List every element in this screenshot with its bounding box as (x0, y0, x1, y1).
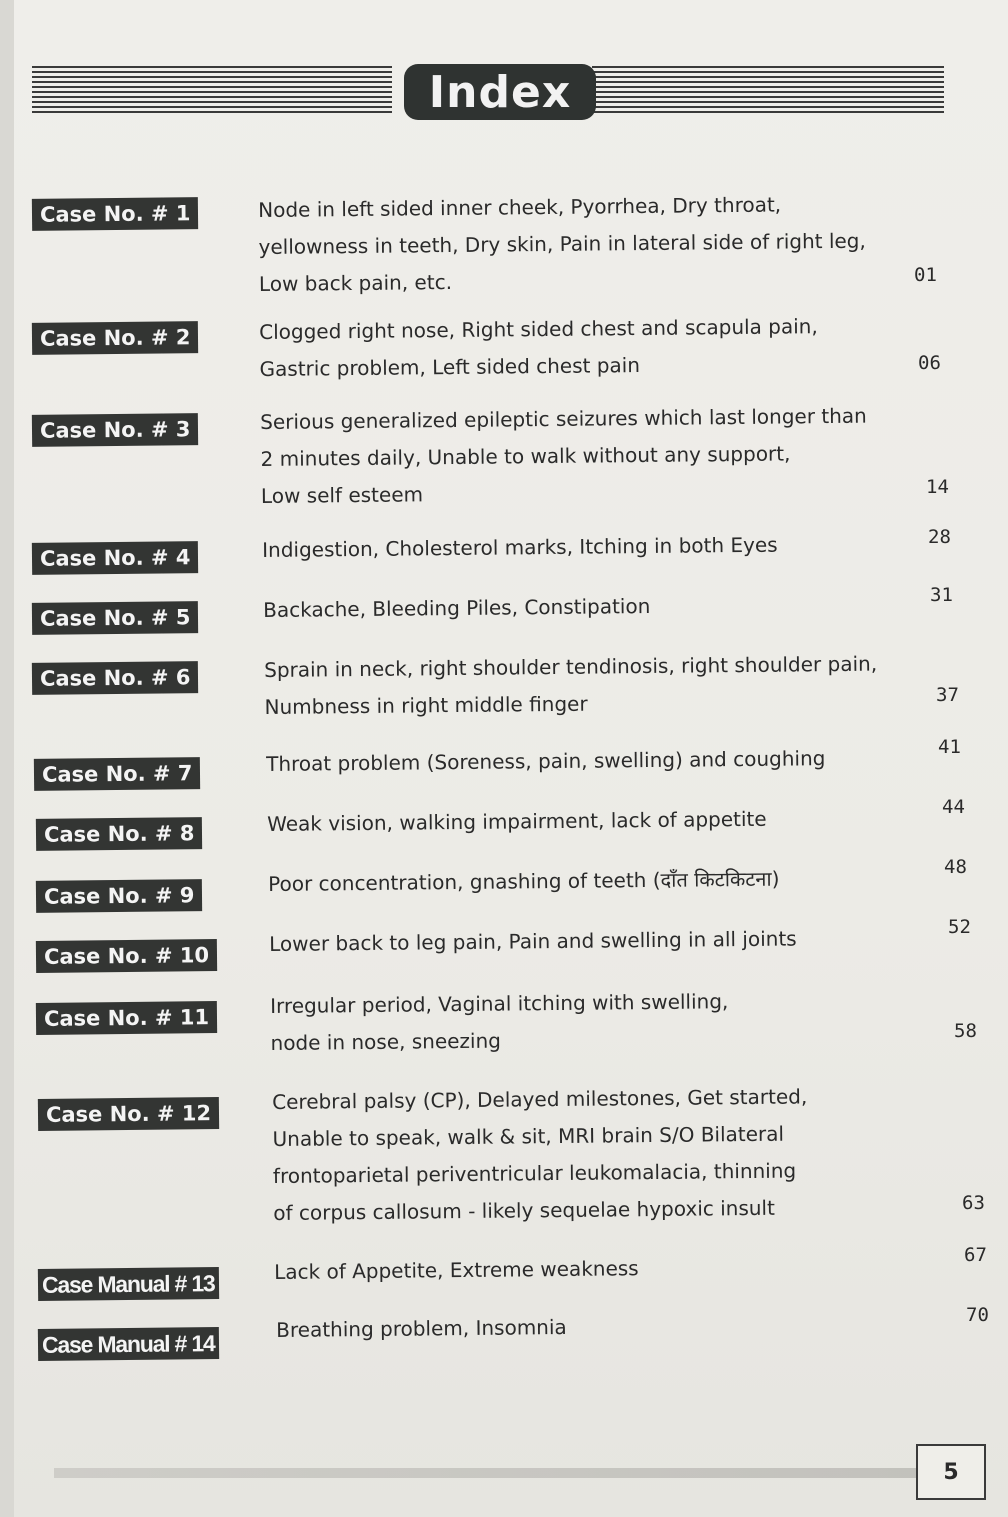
case-description (270, 982, 891, 1062)
page-title: Index (404, 64, 596, 120)
description-line: Throat problem (Soreness, pain, swelling) and coughing (266, 746, 826, 776)
description-line: node in nose, sneezing (270, 1028, 502, 1055)
case-label: Case No. # 10 (36, 939, 217, 973)
case-label: Case No. # 5 (32, 601, 199, 635)
page-ref: 01 (914, 264, 937, 286)
description-line: 2 minutes daily, Unable to walk without any support, (260, 441, 791, 471)
index-header (32, 58, 944, 122)
page-ref: 14 (926, 476, 949, 498)
page-ref: 06 (918, 352, 941, 374)
case-label: Case No. # 1 (32, 197, 199, 231)
page-ref: 63 (962, 1192, 985, 1214)
page-ref: 44 (942, 796, 965, 818)
page-ref: 67 (964, 1244, 987, 1266)
case-description (258, 186, 879, 303)
case-label: Case No. # 3 (32, 413, 199, 447)
description-line: Node in left sided inner cheek, Pyorrhea, Dry throat, (258, 192, 782, 222)
description-line: Poor concentration, gnashing of teeth (दाँत किटकिटना) (268, 866, 780, 896)
description-line: Lack of Appetite, Extreme weakness (274, 1256, 639, 1284)
case-label: Case Manual # 14 (38, 1327, 219, 1361)
description-line: Cerebral palsy (CP), Delayed milestones, Get started, (272, 1084, 808, 1114)
page-ref: 28 (928, 526, 951, 548)
case-description (266, 740, 886, 783)
description-line: Unable to speak, walk & sit, MRI brain S/O Bilateral (272, 1121, 785, 1151)
page-number: 5 (916, 1444, 986, 1500)
description-line: Indigestion, Cholesterol marks, Itching in both Eyes (262, 532, 778, 562)
header-rule-right (592, 66, 944, 114)
page-ref: 52 (948, 916, 971, 938)
page-ref: 31 (930, 584, 953, 606)
description-line: Low self esteem (260, 482, 424, 508)
case-label: Case No. # 8 (36, 817, 203, 851)
case-label: Case No. # 6 (32, 661, 199, 695)
case-description (259, 308, 880, 388)
description-line: Gastric problem, Left sided chest pain (259, 353, 641, 381)
page-ref: 48 (944, 856, 967, 878)
description-line: Numbness in right middle finger (264, 691, 588, 719)
case-description (269, 920, 889, 963)
footer-rule (54, 1468, 930, 1478)
case-description (262, 526, 882, 569)
case-label: Case Manual # 13 (38, 1267, 219, 1301)
case-label: Case No. # 7 (34, 757, 201, 791)
case-description (267, 800, 887, 843)
description-line: Serious generalized epileptic seizures which last longer than (260, 403, 867, 434)
case-description (276, 1306, 896, 1349)
description-line: Lower back to leg pain, Pain and swelling in all joints (269, 926, 797, 956)
description-line: Breathing problem, Insomnia (276, 1314, 567, 1342)
description-line: of corpus callosum - likely sequelae hypoxic insult (273, 1195, 776, 1225)
document-page (14, 0, 1008, 1517)
case-label: Case No. # 2 (32, 321, 199, 355)
case-description (272, 1078, 894, 1232)
case-label: Case No. # 12 (38, 1097, 219, 1131)
case-label: Case No. # 4 (32, 541, 199, 575)
description-line: Backache, Bleeding Piles, Constipation (263, 593, 651, 622)
case-description (264, 646, 885, 726)
case-description (274, 1248, 894, 1291)
description-line: Weak vision, walking impairment, lack of appetite (267, 806, 767, 836)
description-line: yellowness in teeth, Dry skin, Pain in lateral side of right leg, (258, 228, 866, 259)
description-line: Sprain in neck, right shoulder tendinosis, right shoulder pain, (264, 651, 878, 682)
description-line: Clogged right nose, Right sided chest and scapula pain, (259, 314, 818, 344)
page-ref: 70 (966, 1304, 989, 1326)
page-ref: 58 (954, 1020, 977, 1042)
description-line: Low back pain, etc. (258, 269, 453, 296)
case-description (263, 586, 883, 629)
case-description (260, 398, 881, 515)
description-line: Irregular period, Vaginal itching with swelling, (270, 989, 729, 1018)
page-ref: 41 (938, 736, 961, 758)
case-description (268, 860, 888, 903)
description-line: frontoparietal periventricular leukomalacia, thinning (272, 1158, 797, 1188)
header-rule-left (32, 66, 392, 114)
case-label: Case No. # 9 (36, 879, 203, 913)
case-label: Case No. # 11 (36, 1001, 217, 1035)
page-ref: 37 (936, 684, 959, 706)
